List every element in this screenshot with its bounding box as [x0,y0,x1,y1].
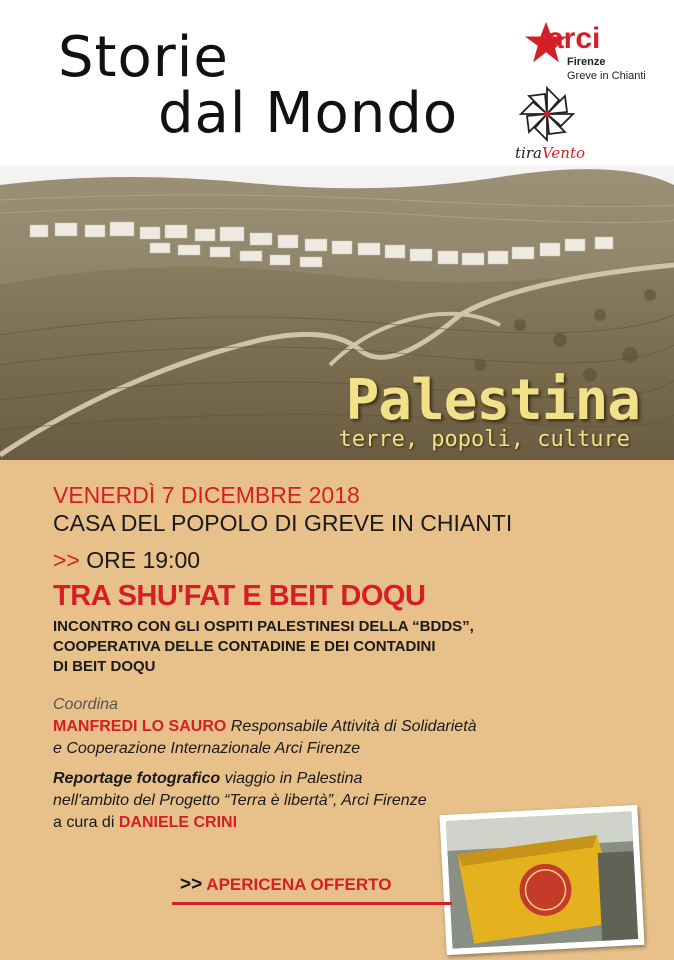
description-line-3: DI BEIT DOQU [53,658,156,675]
pinwheel-icon [517,84,577,144]
apericena-text: APERICENA OFFERTO [206,875,392,894]
event-time-row [53,547,200,574]
reportage-line-1-rest: viaggio in Palestina [224,770,363,787]
apericena-arrow: >> [180,874,203,895]
logos [515,18,665,168]
reportage-credit-prefix: a cura di [53,814,115,831]
poster-title [58,25,459,146]
arci-logo-city: Firenze [567,56,606,68]
reportage-title: Reportage fotografico [53,770,221,787]
apericena-underline [172,902,452,905]
event-time: ORE 19:00 [86,547,201,573]
reportage-line-1 [53,770,362,788]
coordinator-name: MANFREDI LO SAURO [53,718,227,735]
arci-logo-word: arci [547,22,601,55]
title-line-1: Storie [58,25,229,90]
time-arrow: >> [53,547,80,573]
coordination-line-1 [53,718,477,736]
photographer-name: DANIELE CRINI [118,814,238,831]
arci-logo-branch: Greve in Chianti [567,70,646,82]
event-date: VENERDÌ 7 DICEMBRE 2018 [53,482,360,508]
event-venue: CASA DEL POPOLO DI GREVE IN CHIANTI [53,510,513,536]
header [0,0,674,185]
event-description [53,617,613,677]
coordinator-role-1: Responsabile Attività di Solidarietà [230,718,477,735]
reportage-line-2: nell'ambito del Progetto “Terra è libertà”, Arci Firenze [53,792,427,809]
event-info [0,460,674,960]
description-line-2: COOPERATIVA DELLE CONTADINE E DEI CONTADINI [53,638,436,655]
banner-subtitle: terre, popoli, culture [338,427,630,452]
title-line-2: dal Mondo [158,81,459,146]
event-headline: TRA SHU'FAT E BEIT DOQU [53,580,426,612]
coordination-label: Coordina [53,696,118,713]
banner-title: Palestina [345,368,640,433]
snapshot-photo [439,805,644,955]
tiravento-logo-b: Vento [541,144,586,162]
tiravento-logo-a: tira [515,144,542,162]
description-line-1: INCONTRO CON GLI OSPITI PALESTINESI DELLA “BDDS”, [53,618,474,635]
coordinator-role-2: e Cooperazione Internazionale Arci Firenze [53,740,361,757]
reportage-line-3 [53,814,237,832]
tiravento-logo [515,144,585,162]
apericena-row [180,874,391,896]
